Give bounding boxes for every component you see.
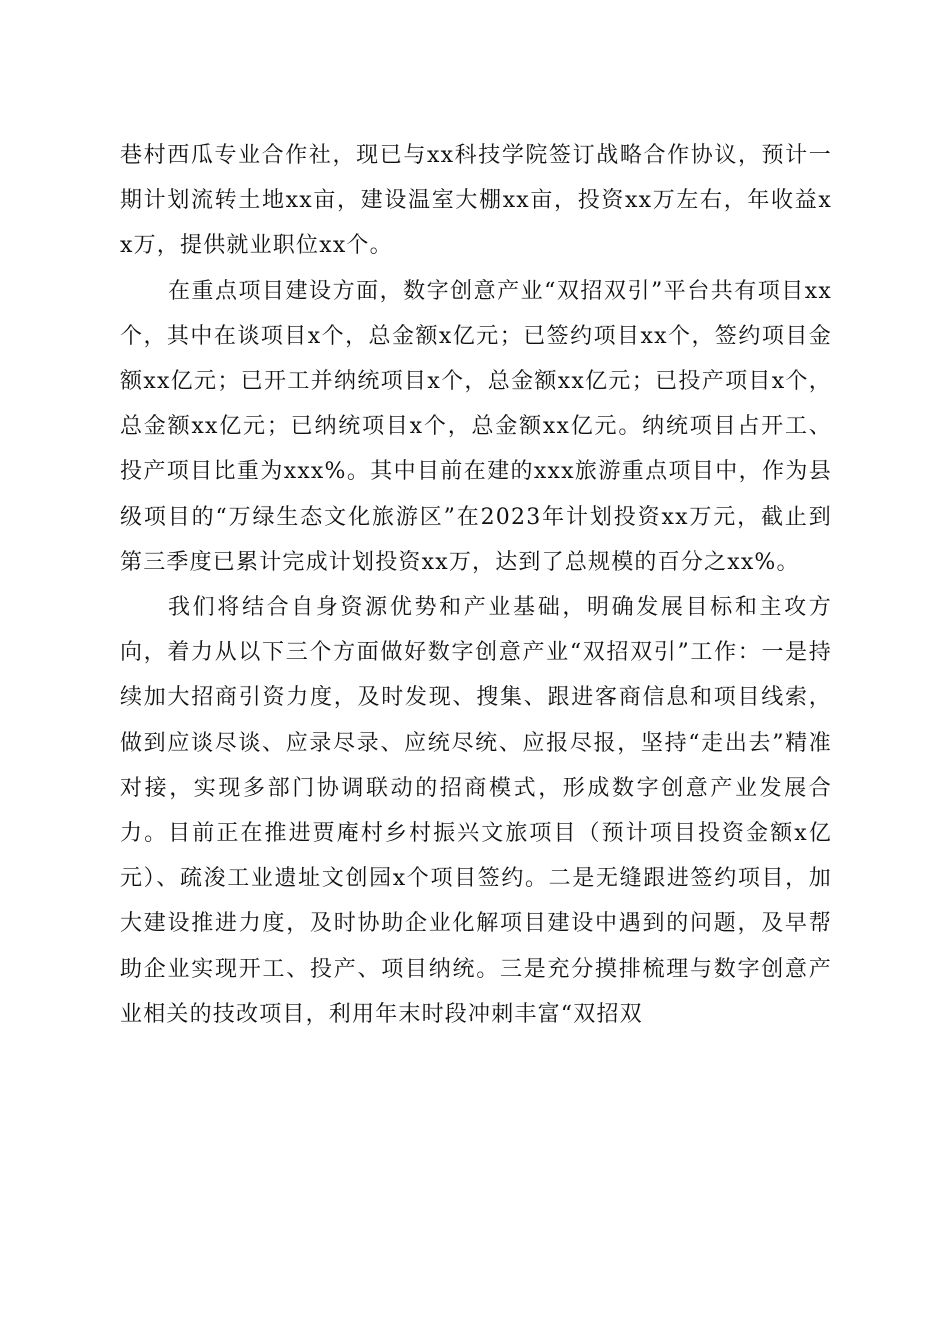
paragraph-3: 我们将结合自身资源优势和产业基础，明确发展目标和主攻方向，着力从以下三个方面做好数字创意产业“双招双引”工作：一是持续加大招商引资力度，及时发现、搜集、跟进客商信息和项目线索，做到应谈尽谈、应录尽录、应统尽统、应报尽报，坚持“走出去”精准对接，实现多部门协调联动的招商模式，形成数字创意产业发展合力。目前正在推进贾庵村乡村振兴文旅项目（预计项目投资金额x亿元）、疏浚工业遗址文创园x个项目签约。二是无缝跟进签约项目，加大建设推进力度，及时协助企业化解项目建设中遇到的问题，及早帮助企业实现开工、投产、项目纳统。三是充分摸排梳理与数字创意产业相关的技改项目，利用年末时段冲刺丰富“双招双 (120, 595, 832, 1027)
document-body (120, 133, 832, 1037)
paragraph-2: 在重点项目建设方面，数字创意产业“双招双引”平台共有项目xx个，其中在谈项目x个，总金额x亿元；已签约项目xx个，签约项目金额xx亿元；已开工并纳统项目x个，总金额xx亿元；已投产项目x个，总金额xx亿元；已纳统项目x个，总金额xx亿元。纳统项目占开工、投产项目比重为xxx%。其中目前在建的xxx旅游重点项目中，作为县级项目的“万绿生态文化旅游区”在2023年计划投资xx万元，截止到第三季度已累计完成计划投资xx万，达到了总规模的百分之xx%。 (120, 278, 832, 575)
paragraph-1: 巷村西瓜专业合作社，现已与xx科技学院签订战略合作协议，预计一期计划流转土地xx亩，建设温室大棚xx亩，投资xx万左右，年收益xx万，提供就业职位xx个。 (120, 143, 832, 259)
